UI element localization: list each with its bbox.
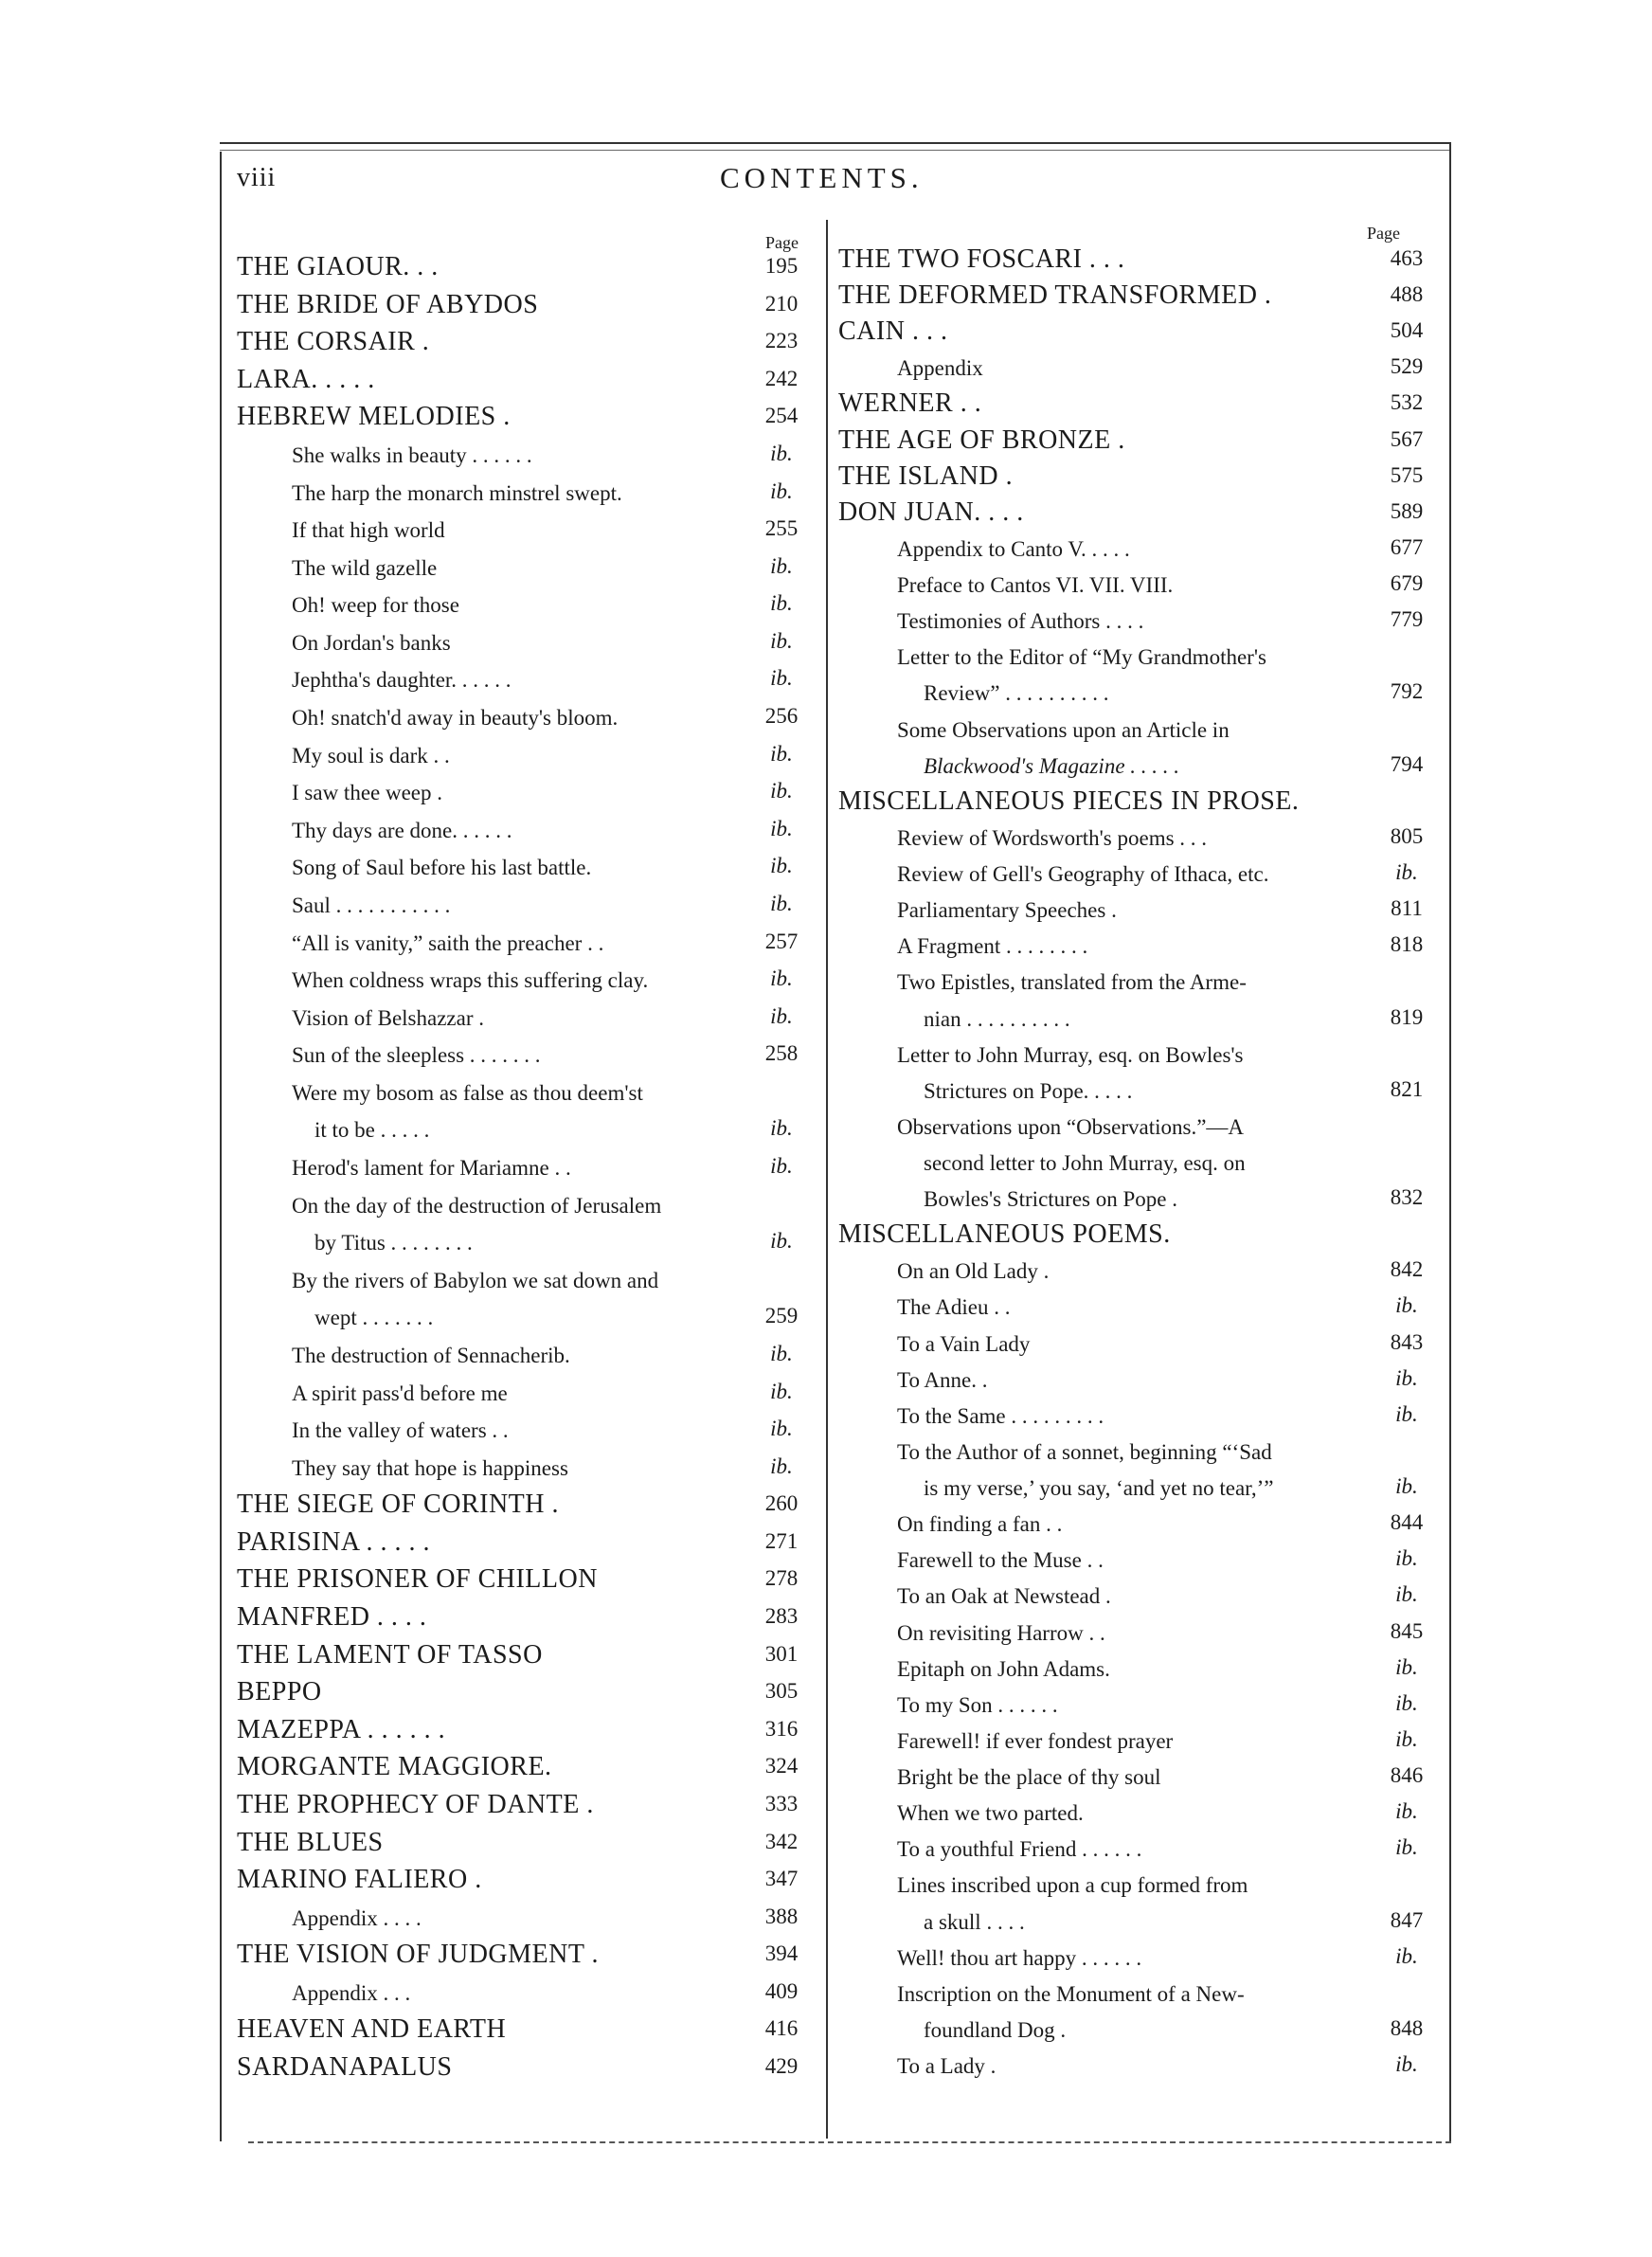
right-border	[1449, 142, 1451, 2141]
toc-page-number: 848	[1390, 2015, 1424, 2040]
toc-title: Epitaph on John Adams.	[897, 1656, 1110, 1681]
toc-title: MAZEPPA . . . . . .	[237, 1714, 446, 1744]
toc-title: THE TWO FOSCARI . . .	[838, 244, 1125, 274]
toc-title: Review” . . . . . . . . . .	[924, 681, 1109, 706]
toc-title: Herod's lament for Mariamne . .	[292, 1156, 571, 1180]
toc-title: nian . . . . . . . . . .	[924, 1006, 1070, 1031]
toc-title: MORGANTE MAGGIORE.	[237, 1752, 552, 1782]
toc-page-number: 463	[1390, 246, 1424, 270]
toc-page-number: ib.	[1395, 1690, 1418, 1715]
toc-title: The Adieu . .	[897, 1295, 1011, 1320]
toc-title: If that high world	[292, 518, 445, 543]
toc-page-number: 316	[764, 1716, 799, 1741]
toc-page-number: ib.	[1395, 1943, 1418, 1968]
toc-title: To my Son . . . . . .	[897, 1692, 1058, 1717]
toc-title: Saul . . . . . . . . . . .	[292, 893, 451, 917]
toc-title: THE DEFORMED TRANSFORMED .	[838, 280, 1272, 311]
toc-title: Farewell to the Muse . .	[897, 1548, 1104, 1573]
toc-title: On an Old Lady .	[897, 1259, 1050, 1284]
toc-page-number: 347	[764, 1867, 799, 1891]
toc-title: Thy days are done. . . . . .	[292, 818, 512, 842]
toc-title: A spirit pass'd before me	[292, 1381, 508, 1405]
toc-page-number: ib.	[1395, 1835, 1418, 1860]
toc-title: Bowles's Strictures on Pope .	[924, 1187, 1177, 1212]
toc-title: DON JUAN. . . .	[838, 497, 1024, 527]
toc-page-number: ib.	[770, 441, 793, 465]
toc-title: Two Epistles, translated from the Arme-	[897, 970, 1247, 995]
toc-page-number: 567	[1390, 426, 1424, 451]
left-border	[220, 152, 222, 2141]
toc-page-number: ib.	[1395, 1546, 1418, 1571]
toc-title: Strictures on Pope. . . . .	[924, 1078, 1133, 1103]
toc-page-number: 819	[1390, 1004, 1424, 1029]
folio: viii	[237, 163, 277, 192]
toc-page-number: 283	[764, 1604, 799, 1628]
toc-page-number: 388	[764, 1904, 799, 1928]
top-rule-thin	[220, 150, 1451, 151]
toc-page-number: 305	[764, 1679, 799, 1704]
toc-page-number: 409	[764, 1978, 799, 2003]
toc-page-number: ib.	[770, 854, 793, 878]
toc-title: On Jordan's banks	[292, 630, 451, 655]
toc-page-number: 254	[764, 404, 799, 428]
toc-title: MISCELLANEOUS POEMS.	[838, 1219, 1171, 1250]
top-rule	[220, 142, 1451, 144]
toc-page-number: 256	[764, 704, 799, 728]
toc-title: The wild gazelle	[292, 555, 438, 580]
toc-title: Testimonies of Authors . . . .	[897, 609, 1144, 634]
toc-title: Appendix to Canto V. . . . .	[897, 536, 1130, 561]
toc-title: THE AGE OF BRONZE .	[838, 424, 1125, 455]
toc-page-number: 324	[764, 1754, 799, 1779]
toc-page-number: 242	[764, 366, 799, 390]
toc-title: is my verse,’ you say, ‘and yet no tear,’”	[924, 1476, 1274, 1501]
toc-title: The harp the monarch minstrel swept.	[292, 480, 622, 505]
toc-title: Appendix	[897, 356, 983, 381]
toc-page-number: 223	[764, 329, 799, 353]
toc-title: Appendix . . .	[292, 1980, 411, 2005]
toc-page-number: ib.	[770, 666, 793, 691]
toc-title: THE BRIDE OF ABYDOS	[237, 289, 539, 319]
toc-title: Oh! snatch'd away in beauty's bloom.	[292, 706, 619, 730]
toc-title: To a Lady .	[897, 2054, 997, 2078]
toc-title: Song of Saul before his last battle.	[292, 856, 592, 880]
toc-page-number: ib.	[1395, 860, 1418, 885]
toc-page-number: 260	[764, 1491, 799, 1516]
toc-title: Were my bosom as false as thou deem'st	[292, 1080, 643, 1105]
toc-page-number: ib.	[770, 1003, 793, 1028]
toc-title: THE BLUES	[237, 1827, 384, 1857]
toc-title: CAIN . . .	[838, 316, 948, 347]
bottom-rule	[248, 2141, 1451, 2143]
toc-title: Jephtha's daughter. . . . . .	[292, 668, 512, 693]
toc-title: BEPPO	[237, 1677, 322, 1707]
toc-title: Sun of the sleepless . . . . . . .	[292, 1043, 541, 1068]
toc-title: Bright be the place of thy soul	[897, 1765, 1161, 1790]
toc-page-number: ib.	[1395, 1401, 1418, 1426]
toc-title: Vision of Belshazzar .	[292, 1005, 485, 1030]
toc-page-number: 504	[1390, 318, 1424, 343]
toc-title: Blackwood's Magazine . . . . .	[924, 753, 1180, 778]
toc-page-number: 832	[1390, 1185, 1424, 1210]
toc-title: a skull . . . .	[924, 1909, 1025, 1934]
toc-title: A Fragment . . . . . . . .	[897, 934, 1088, 959]
toc-title: To a youthful Friend . . . . . .	[897, 1837, 1142, 1862]
toc-page-number: 301	[764, 1641, 799, 1666]
toc-title: On revisiting Harrow . .	[897, 1620, 1105, 1645]
toc-page-number: 843	[1390, 1329, 1424, 1354]
right-page-label: Page	[1367, 224, 1400, 243]
toc-page-number: ib.	[770, 1116, 793, 1141]
toc-title: Observations upon “Observations.”—A	[897, 1114, 1245, 1139]
toc-title: HEAVEN AND EARTH	[237, 2014, 507, 2045]
toc-title: On finding a fan . .	[897, 1512, 1063, 1537]
left-page-label: Page	[765, 233, 799, 252]
toc-title: I saw thee weep .	[292, 781, 443, 805]
toc-page-number: 532	[1390, 390, 1424, 415]
toc-page-number: 342	[764, 1829, 799, 1853]
toc-title: it to be . . . . .	[314, 1118, 430, 1143]
toc-page-number: 429	[764, 2054, 799, 2078]
toc-page-number: 779	[1390, 607, 1424, 632]
toc-title: Lines inscribed upon a cup formed from	[897, 1873, 1248, 1898]
toc-page-number: ib.	[1395, 1582, 1418, 1607]
toc-title: She walks in beauty . . . . . .	[292, 442, 532, 467]
toc-page-number: ib.	[770, 1154, 793, 1178]
toc-page-number: 842	[1390, 1257, 1424, 1282]
toc-page-number: 259	[764, 1304, 799, 1328]
toc-page-number: ib.	[770, 478, 793, 503]
toc-title: Inscription on the Monument of a New-	[897, 1981, 1245, 2006]
toc-title: THE PRISONER OF CHILLON	[237, 1564, 598, 1595]
toc-title: Appendix . . . .	[292, 1905, 422, 1930]
toc-title: My soul is dark . .	[292, 743, 450, 767]
toc-page-number: 792	[1390, 679, 1424, 704]
toc-title: WERNER . .	[838, 388, 982, 419]
toc-title: Some Observations upon an Article in	[897, 717, 1230, 742]
toc-title: By the rivers of Babylon we sat down and	[292, 1268, 659, 1292]
toc-page-number: ib.	[770, 1454, 793, 1478]
toc-title: Preface to Cantos VI. VII. VIII.	[897, 573, 1174, 598]
toc-page-number: ib.	[770, 591, 793, 616]
toc-title: The destruction of Sennacherib.	[292, 1343, 570, 1367]
toc-page-number: 416	[764, 2016, 799, 2041]
toc-page-number: ib.	[1395, 1654, 1418, 1679]
toc-page-number: 844	[1390, 1510, 1424, 1535]
toc-title: THE SIEGE OF CORINTH .	[237, 1490, 559, 1520]
toc-page-number: 271	[764, 1528, 799, 1553]
toc-page-number: 195	[764, 254, 799, 278]
toc-title: Farewell! if ever fondest prayer	[897, 1728, 1174, 1753]
running-head: CONTENTS.	[720, 161, 924, 194]
toc-page-number: 255	[764, 516, 799, 541]
toc-title: foundland Dog .	[924, 2017, 1067, 2042]
toc-title: To Anne. .	[897, 1367, 988, 1392]
toc-title: To the Author of a sonnet, beginning “‘Sad	[897, 1439, 1272, 1464]
toc-page-number: 821	[1390, 1076, 1424, 1101]
toc-page-number: ib.	[770, 1229, 793, 1254]
toc-page-number: ib.	[770, 966, 793, 991]
toc-page-number: 794	[1390, 751, 1424, 776]
column-divider	[826, 220, 828, 2139]
toc-page-number: ib.	[1395, 2052, 1418, 2076]
toc-page-number: 677	[1390, 534, 1424, 559]
toc-page-number: ib.	[1395, 1293, 1418, 1318]
toc-title: They say that hope is happiness	[292, 1455, 568, 1480]
toc-page-number: ib.	[1395, 1726, 1418, 1751]
toc-page-number: 846	[1390, 1763, 1424, 1788]
toc-page-number: ib.	[1395, 1365, 1418, 1390]
toc-title: THE GIAOUR. . .	[237, 252, 439, 281]
toc-page-number: 818	[1390, 932, 1424, 957]
toc-title: Oh! weep for those	[292, 593, 459, 618]
toc-page-number: ib.	[770, 891, 793, 915]
toc-title: by Titus . . . . . . . .	[314, 1231, 473, 1255]
toc-title: When we two parted.	[897, 1801, 1084, 1826]
toc-title: Letter to John Murray, esq. on Bowles's	[897, 1042, 1244, 1067]
toc-title: To the Same . . . . . . . . .	[897, 1403, 1104, 1428]
toc-page-number: 811	[1391, 896, 1423, 921]
toc-title: MARINO FALIERO .	[237, 1865, 482, 1895]
toc-page-number: 333	[764, 1791, 799, 1815]
toc-title: Review of Gell's Geography of Ithaca, etc.	[897, 862, 1269, 887]
toc-title: THE PROPHECY OF DANTE .	[237, 1789, 594, 1819]
toc-title: LARA. . . . .	[237, 364, 375, 394]
toc-title: Parliamentary Speeches .	[897, 898, 1117, 923]
toc-page-number: ib.	[770, 553, 793, 578]
toc-page-number: 589	[1390, 498, 1424, 523]
toc-page-number: ib.	[1395, 1474, 1418, 1499]
toc-page-number: ib.	[770, 779, 793, 803]
toc-page-number: 257	[764, 929, 799, 953]
toc-page-number: 488	[1390, 282, 1424, 307]
toc-page-number: 210	[764, 291, 799, 316]
toc-page-number: 847	[1390, 1907, 1424, 1932]
toc-page-number: ib.	[770, 741, 793, 766]
toc-title: PARISINA . . . . .	[237, 1526, 431, 1557]
toc-title: Review of Wordsworth's poems . . .	[897, 825, 1208, 850]
toc-title: Well! thou art happy . . . . . .	[897, 1945, 1142, 1970]
toc-page-number: 575	[1390, 462, 1424, 487]
toc-title: To a Vain Lady	[897, 1331, 1031, 1356]
toc-title: On the day of the destruction of Jerusalem	[292, 1193, 662, 1218]
toc-title: THE VISION OF JUDGMENT .	[237, 1940, 599, 1970]
toc-page-number: 845	[1390, 1618, 1424, 1643]
toc-title: To an Oak at Newstead .	[897, 1584, 1111, 1609]
toc-page-number: ib.	[770, 816, 793, 840]
toc-title: In the valley of waters . .	[292, 1418, 509, 1443]
toc-title: “All is vanity,” saith the preacher . .	[292, 930, 604, 955]
toc-page-number: ib.	[770, 1417, 793, 1441]
toc-title: When coldness wraps this suffering clay.	[292, 968, 649, 993]
toc-page-number: 679	[1390, 571, 1424, 596]
toc-page-number: 805	[1390, 823, 1424, 848]
toc-title: second letter to John Murray, esq. on	[924, 1151, 1246, 1175]
toc-page-number: ib.	[770, 1379, 793, 1403]
toc-page-number: 529	[1390, 354, 1424, 379]
toc-title: wept . . . . . . .	[314, 1306, 434, 1330]
toc-title: SARDANAPALUS	[237, 2052, 453, 2082]
toc-page-number: 278	[764, 1566, 799, 1591]
toc-page-number: 394	[764, 1941, 799, 1966]
toc-title: HEBREW MELODIES .	[237, 402, 511, 432]
toc-page-number: 258	[764, 1041, 799, 1066]
toc-page-number: ib.	[770, 1341, 793, 1365]
toc-title: Letter to the Editor of “My Grandmother's	[897, 645, 1266, 670]
toc-title: THE LAMENT OF TASSO	[237, 1639, 543, 1670]
toc-page-number: ib.	[770, 628, 793, 653]
toc-title: THE CORSAIR .	[237, 327, 430, 357]
toc-title: MANFRED . . . .	[237, 1602, 427, 1632]
toc-page-number: ib.	[1395, 1799, 1418, 1824]
toc-title: THE ISLAND .	[838, 460, 1014, 491]
toc-title: MISCELLANEOUS PIECES IN PROSE.	[838, 785, 1300, 816]
